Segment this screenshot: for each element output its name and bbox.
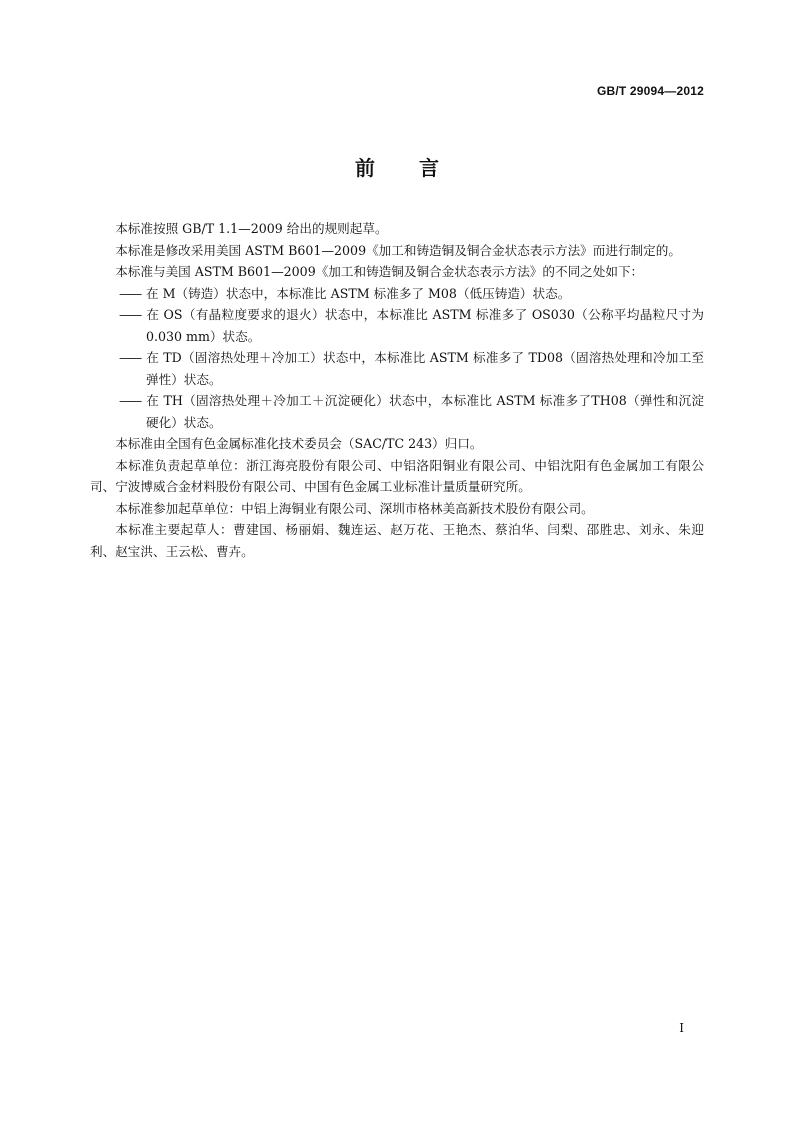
paragraph-committee: 本标准由全国有色金属标准化技术委员会（SAC/TC 243）归口。	[115, 436, 483, 451]
paragraph-lead-drafters: 本标准负责起草单位：浙江海亮股份有限公司、中铝洛阳铜业有限公司、中铝沈阳有色金属加工有限公司、宁波博威合金材料股份有限公司、中国有色金属工业标准计量质量研究所。	[90, 457, 704, 494]
difference-text: 在 OS（有晶粒度要求的退火）状态中，本标准比 ASTM 标准多了 OS030（公称平均晶粒尺寸为0.030 mm）状态。	[146, 307, 704, 344]
difference-text: 在 TH（固溶热处理＋冷加工＋沉淀硬化）状态中，本标准比 ASTM 标准多了TH08（弹性和沉淀硬化）状态。	[146, 393, 704, 430]
dash-marker: ——	[119, 350, 141, 365]
difference-item	[90, 347, 704, 390]
difference-text: 在 M（铸造）状态中，本标准比 ASTM 标准多了 M08（低压铸造）状态。	[146, 285, 571, 301]
difference-text: 在 TD（固溶热处理＋冷加工）状态中，本标准比 ASTM 标准多了 TD08（固溶热处理和冷加工至弹性）状态。	[146, 350, 704, 387]
page-title: 前言	[355, 156, 483, 180]
paragraph-drafting-rules: 本标准按照 GB/T 1.1—2009 给出的规则起草。	[115, 221, 388, 236]
difference-item	[90, 390, 704, 433]
page-number: I	[679, 1021, 684, 1035]
document-body	[90, 218, 704, 562]
dash-marker: ——	[119, 307, 141, 322]
dash-marker: ——	[119, 393, 141, 408]
difference-item	[90, 283, 704, 305]
standard-code: GB/T 29094—2012	[596, 84, 704, 98]
paragraph-differences-intro: 本标准与美国 ASTM B601—2009《加工和铸造铜及铜合金状态表示方法》的不同之处如下：	[115, 264, 644, 279]
paragraph-adoption: 本标准是修改采用美国 ASTM B601—2009《加工和铸造铜及铜合金状态表示方法》而进行制定的。	[115, 242, 681, 258]
paragraph-participating-drafters: 本标准参加起草单位：中铝上海铜业有限公司、深圳市格林美高新技术股份有限公司。	[115, 500, 594, 516]
dash-marker: ——	[119, 285, 141, 301]
paragraph-main-authors: 本标准主要起草人：曹建国、杨丽娟、魏连运、赵万花、王艳杰、蔡泊华、闫梨、邵胜忠、刘永、朱迎利、赵宝洪、王云松、曹卉。	[90, 522, 704, 559]
difference-item	[90, 304, 704, 347]
